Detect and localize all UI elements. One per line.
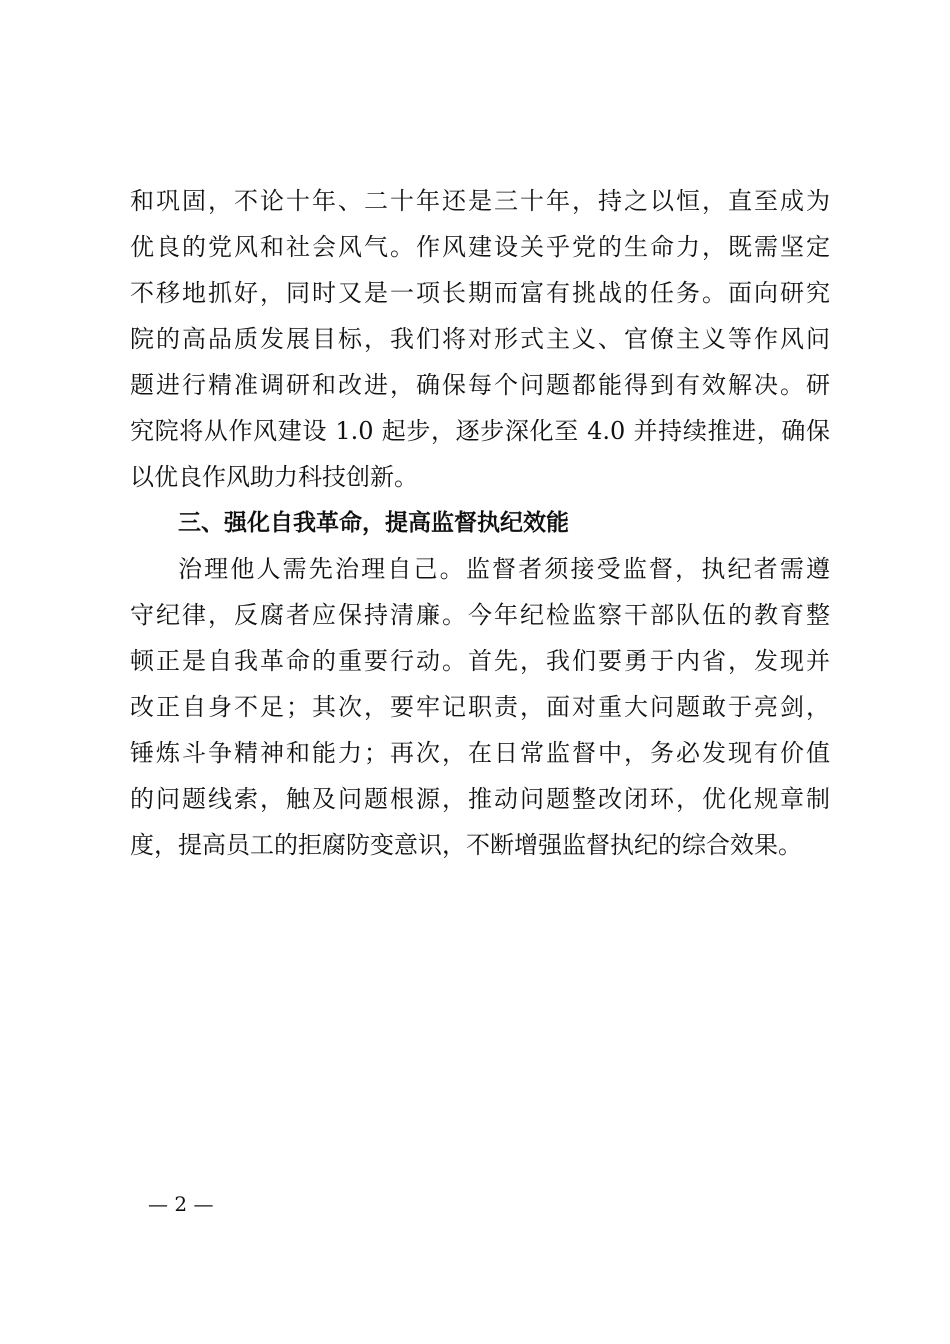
paragraph-line: 题进行精准调研和改进，确保每个问题都能得到有效解决。研 (130, 371, 830, 399)
paragraph-line: 锤炼斗争精神和能力；再次，在日常监督中，务必发现有价值 (130, 739, 830, 767)
paragraph-line: 度，提高员工的拒腐防变意识，不断增强监督执纪的综合效果。 (130, 831, 802, 859)
paragraph-line: 改正自身不足；其次，要牢记职责，面对重大问题敢于亮剑， (130, 693, 830, 721)
paragraph-line: 守纪律，反腐者应保持清廉。今年纪检监察干部队伍的教育整 (130, 601, 830, 629)
section-heading: 三、强化自我革命，提高监督执纪效能 (178, 510, 569, 536)
document-body (130, 178, 830, 868)
paragraph-continued (130, 178, 830, 500)
paragraph-line: 和巩固，不论十年、二十年还是三十年，持之以恒，直至成为 (130, 187, 830, 215)
page-number: — 2 — (148, 1192, 214, 1216)
paragraph-line: 的问题线索，触及问题根源，推动问题整改闭环，优化规章制 (130, 785, 830, 813)
paragraph-line: 院的高品质发展目标，我们将对形式主义、官僚主义等作风问 (130, 325, 830, 353)
paragraph-line: 治理他人需先治理自己。监督者须接受监督，执纪者需遵 (178, 555, 830, 583)
paragraph-line: 优良的党风和社会风气。作风建设关乎党的生命力，既需坚定 (130, 233, 830, 261)
paragraph-line: 以优良作风助力科技创新。 (130, 463, 418, 491)
paragraph-line: 不移地抓好，同时又是一项长期而富有挑战的任务。面向研究 (130, 279, 830, 307)
paragraph-line: 顿正是自我革命的重要行动。首先，我们要勇于内省，发现并 (130, 647, 830, 675)
section-paragraph (130, 546, 830, 868)
paragraph-line: 究院将从作风建设 1.0 起步，逐步深化至 4.0 并持续推进，确保 (130, 417, 830, 445)
